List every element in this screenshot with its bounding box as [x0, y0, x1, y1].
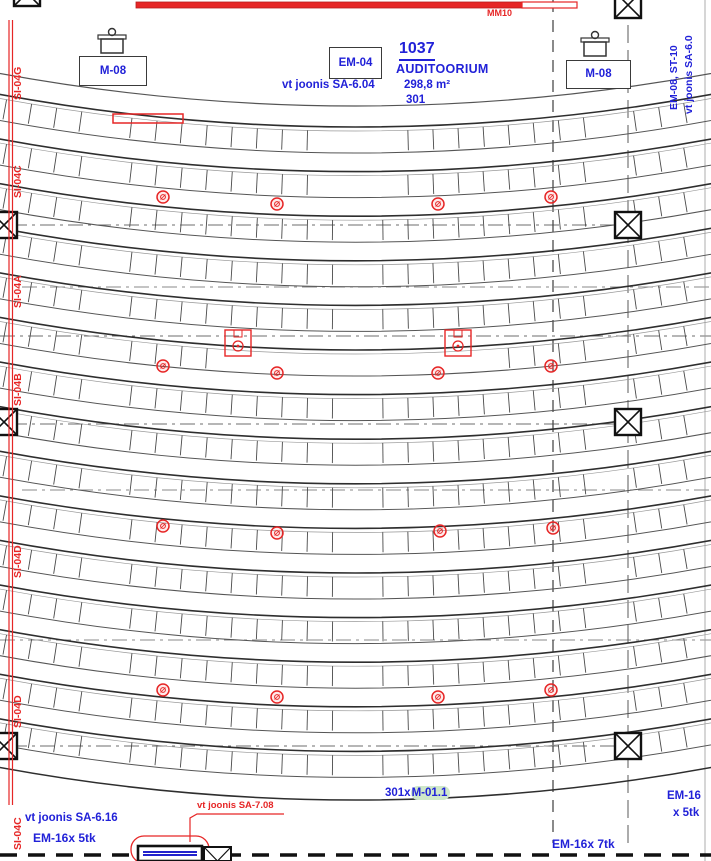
footer-ref-note-left: vt joonis SA-6.16 [25, 812, 118, 824]
em-04-tag-label: EM-04 [338, 56, 373, 69]
room-name: AUDITOORIUM [396, 62, 489, 76]
room-code: 301 [406, 94, 426, 106]
mm-tag-label: MM10 [487, 8, 513, 18]
left-margin-label: SI-04D [12, 545, 24, 578]
left-margin-label: SI-04C [12, 817, 24, 850]
left-margin-label: SI-04A [12, 275, 24, 308]
footer-em-right-2: x 5tk [673, 807, 700, 819]
room-number: 1037 [399, 41, 435, 61]
left-margin-label: SI-04B [12, 373, 24, 406]
em-04-tag-box [329, 47, 382, 79]
left-margin-label: SI-04D [12, 695, 24, 728]
door-tag-highlight: M-01.1 [411, 786, 451, 800]
marker-left-label: M-08 [99, 64, 127, 77]
left-margin-label: SI-04G [12, 66, 24, 100]
footer-em-right-1: EM-16 [667, 790, 701, 802]
screen-ref-note: vt joonis SA-7.08 [197, 800, 274, 811]
marker-box-right [566, 60, 631, 89]
door-tag [385, 787, 450, 799]
marker-box-left [79, 56, 147, 86]
header-ref-note: vt joonis SA-6.04 [282, 79, 375, 91]
footer-em-bottom: EM-16x 7tk [552, 837, 615, 851]
marker-right-label: M-08 [585, 68, 612, 81]
room-area: 298,8 m² [404, 79, 451, 91]
door-tag-prefix: 301x [385, 787, 411, 799]
left-margin-label: SI-04C [12, 165, 24, 198]
footer-em-left: EM-16x 5tk [33, 831, 96, 845]
right-margin-tags: EM-08, ST-10 [668, 45, 680, 110]
detector-symbols [157, 191, 559, 703]
right-margin-note: vt joonis SA-6.0 [683, 35, 695, 114]
seating-rows [0, 72, 711, 800]
